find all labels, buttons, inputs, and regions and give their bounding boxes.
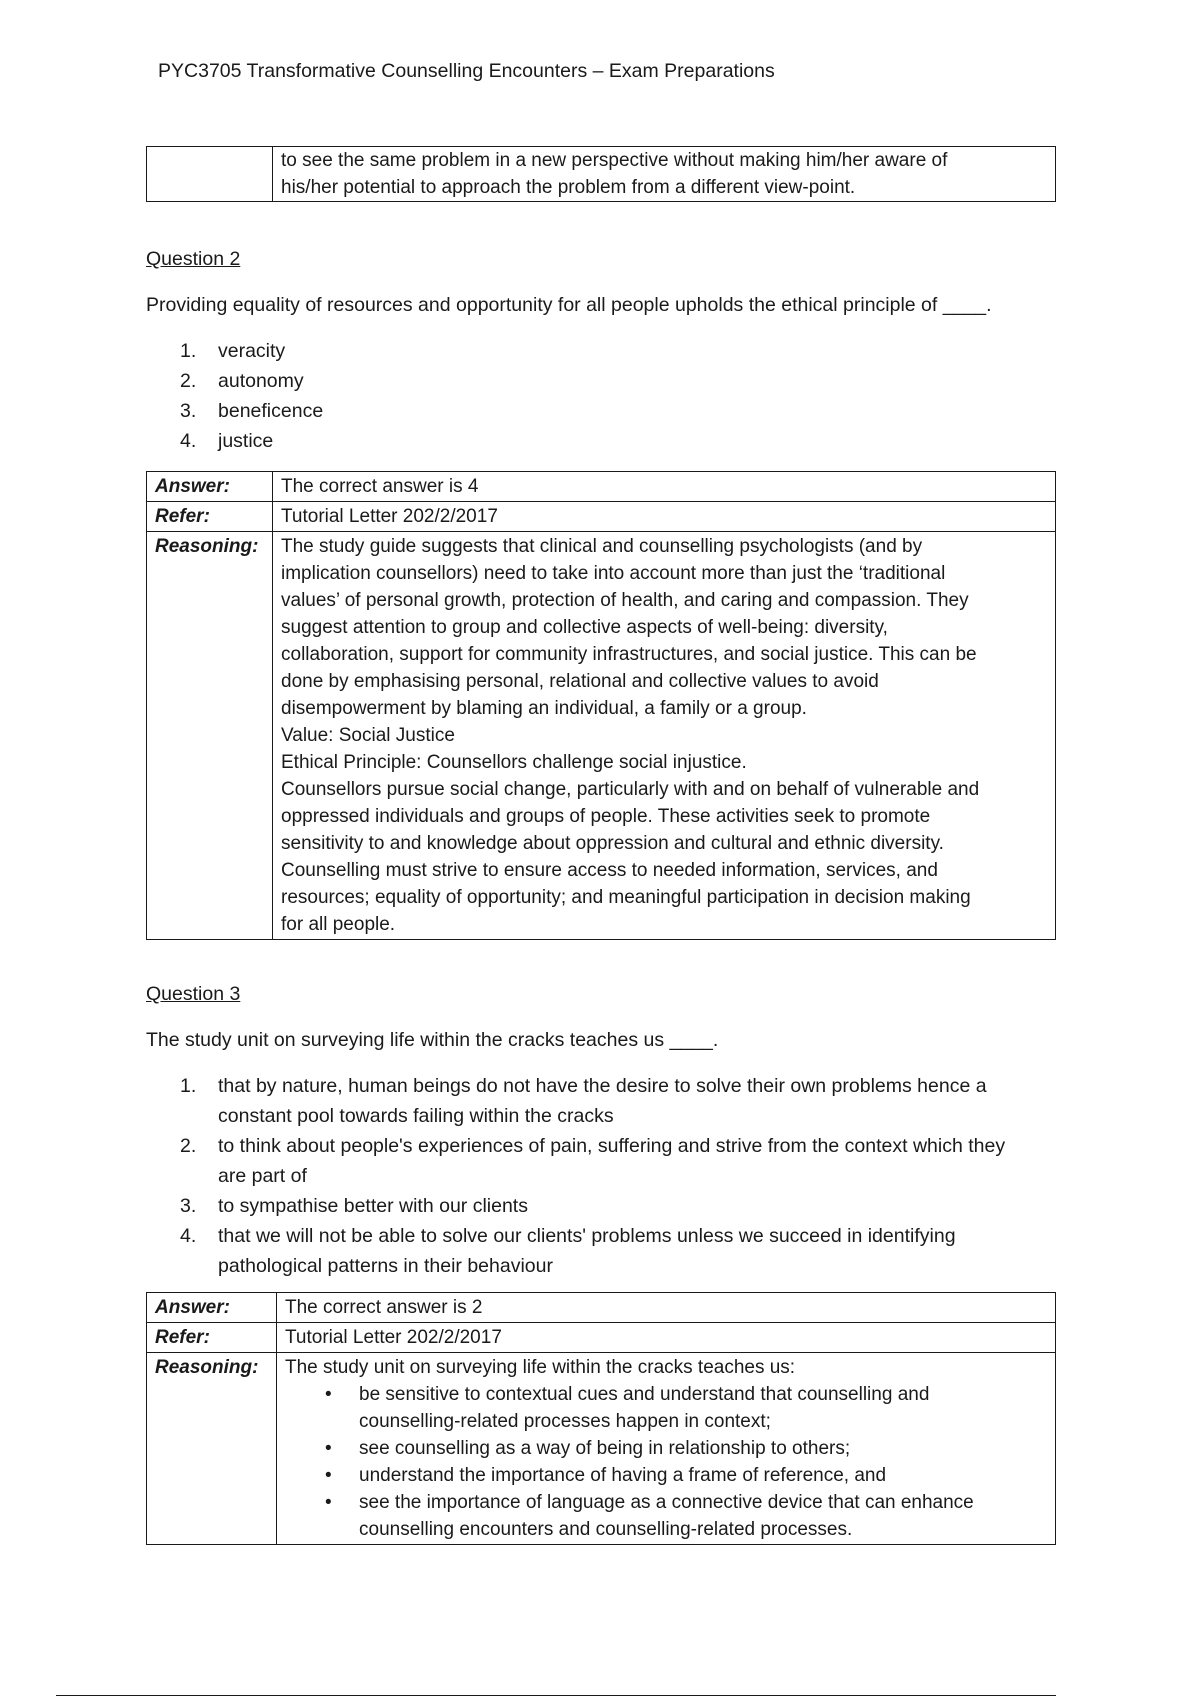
- reasoning-line: Counsellors pursue social change, particularly with and on behalf of vulnerable and: [281, 779, 980, 800]
- reasoning-line: done by emphasising personal, relational and collective values to avoid: [281, 671, 879, 692]
- reasoning-line: Counselling must strive to ensure access to needed information, services, and: [281, 860, 938, 881]
- reasoning-line: Value: Social Justice: [281, 725, 455, 746]
- question-2-title: Question 2: [146, 248, 241, 270]
- reasoning-line: Ethical Principle: Counsellors challenge social injustice.: [281, 752, 747, 773]
- table-row: [147, 1293, 1056, 1323]
- reasoning-line: resources; equality of opportunity; and meaningful participation in decision making: [281, 887, 971, 908]
- bullet-line: counselling-related processes happen in context;: [359, 1411, 771, 1432]
- bullet-icon: •: [325, 1438, 332, 1459]
- refer-value: Tutorial Letter 202/2/2017: [273, 502, 1056, 532]
- reasoning-label: Reasoning:: [147, 532, 273, 940]
- bullet-line: be sensitive to contextual cues and understand that counselling and: [359, 1384, 930, 1405]
- reasoning-bullet-list: [285, 1381, 1047, 1543]
- page-header-title: PYC3705 Transformative Counselling Encounters – Exam Preparations: [158, 60, 775, 82]
- question-3-options: [180, 1071, 1005, 1281]
- option-number: 2.: [180, 370, 197, 392]
- question-2-options: [180, 336, 323, 456]
- table-row: [147, 502, 1056, 532]
- list-item: [285, 1489, 1047, 1543]
- footer-divider: [56, 1695, 1056, 1696]
- reasoning-line: disempowerment by blaming an individual, a family or a group.: [281, 698, 807, 719]
- reasoning-line: implication counsellors) need to take into account more than just the ‘traditional: [281, 563, 946, 584]
- reasoning-line: The study guide suggests that clinical and counselling psychologists (and by: [281, 536, 923, 557]
- refer-value: Tutorial Letter 202/2/2017: [277, 1323, 1056, 1353]
- option-text: veracity: [218, 340, 286, 362]
- option-number: 3.: [180, 400, 197, 422]
- option-line: pathological patterns in their behaviour: [218, 1255, 553, 1277]
- reasoning-line: for all people.: [281, 914, 396, 935]
- option-line: to think about people's experiences of pain, suffering and strive from the context which they: [218, 1135, 1006, 1157]
- continued-line: his/her potential to approach the problem from a different view-point.: [281, 177, 856, 198]
- option-text: autonomy: [218, 370, 304, 392]
- question-3-stem: The study unit on surveying life within the cracks teaches us ____.: [146, 1029, 719, 1051]
- continued-label-cell: [147, 147, 273, 202]
- list-item: [285, 1435, 1047, 1462]
- option-number: 3.: [180, 1195, 197, 1217]
- list-item: [180, 336, 323, 366]
- reasoning-value: [273, 532, 1056, 940]
- option-number: 4.: [180, 1225, 197, 1247]
- option-text: justice: [218, 430, 274, 452]
- table-row: [147, 532, 1056, 940]
- list-item: [285, 1381, 1047, 1435]
- list-item: [180, 426, 323, 456]
- question-2-answer-table: [146, 471, 1056, 940]
- table-row: [147, 1323, 1056, 1353]
- bullet-icon: •: [325, 1384, 332, 1405]
- option-number: 1.: [180, 1075, 197, 1097]
- answer-value: The correct answer is 2: [277, 1293, 1056, 1323]
- continued-text-cell: [273, 147, 1056, 202]
- continued-reasoning-table: [146, 146, 1056, 202]
- reasoning-value: [277, 1353, 1056, 1545]
- answer-label: Answer:: [147, 472, 273, 502]
- option-line: to sympathise better with our clients: [218, 1195, 528, 1217]
- option-line: that we will not be able to solve our clients' problems unless we succeed in identifying: [218, 1225, 956, 1247]
- bullet-icon: •: [325, 1465, 332, 1486]
- answer-label: Answer:: [147, 1293, 277, 1323]
- option-line: constant pool towards failing within the cracks: [218, 1105, 614, 1127]
- option-line: that by nature, human beings do not have the desire to solve their own problems hence a: [218, 1075, 987, 1097]
- option-number: 4.: [180, 430, 197, 452]
- refer-label: Refer:: [147, 1323, 277, 1353]
- option-number: 1.: [180, 340, 197, 362]
- bullet-icon: •: [325, 1492, 332, 1513]
- reasoning-line: suggest attention to group and collective aspects of well-being: diversity,: [281, 617, 888, 638]
- reasoning-line: collaboration, support for community infrastructures, and social justice. This can be: [281, 644, 977, 665]
- bullet-line: understand the importance of having a frame of reference, and: [359, 1465, 887, 1486]
- reasoning-label: Reasoning:: [147, 1353, 277, 1545]
- bullet-line: see counselling as a way of being in relationship to others;: [359, 1438, 851, 1459]
- continued-line: to see the same problem in a new perspective without making him/her aware of: [281, 150, 948, 171]
- question-3-answer-table: [146, 1292, 1056, 1545]
- list-item: [180, 1191, 1005, 1221]
- question-2-stem: Providing equality of resources and opportunity for all people upholds the ethical principle of ____.: [146, 294, 992, 316]
- list-item: [180, 366, 323, 396]
- list-item: [180, 1221, 1005, 1281]
- reasoning-line: sensitivity to and knowledge about oppression and cultural and ethnic diversity.: [281, 833, 944, 854]
- reasoning-line: values’ of personal growth, protection of health, and caring and compassion. They: [281, 590, 969, 611]
- table-row: [147, 147, 1056, 202]
- bullet-line: see the importance of language as a connective device that can enhance: [359, 1492, 974, 1513]
- table-row: [147, 1353, 1056, 1545]
- bullet-line: counselling encounters and counselling-related processes.: [359, 1519, 853, 1540]
- refer-label: Refer:: [147, 502, 273, 532]
- option-number: 2.: [180, 1135, 197, 1157]
- list-item: [180, 1131, 1005, 1191]
- list-item: [285, 1462, 1047, 1489]
- list-item: [180, 1071, 1005, 1131]
- reasoning-line: oppressed individuals and groups of people. These activities seek to promote: [281, 806, 931, 827]
- list-item: [180, 396, 323, 426]
- table-row: [147, 472, 1056, 502]
- option-text: beneficence: [218, 400, 324, 422]
- reasoning-intro: The study unit on surveying life within the cracks teaches us:: [285, 1357, 796, 1378]
- answer-value: The correct answer is 4: [273, 472, 1056, 502]
- question-3-title: Question 3: [146, 983, 241, 1005]
- option-line: are part of: [218, 1165, 307, 1187]
